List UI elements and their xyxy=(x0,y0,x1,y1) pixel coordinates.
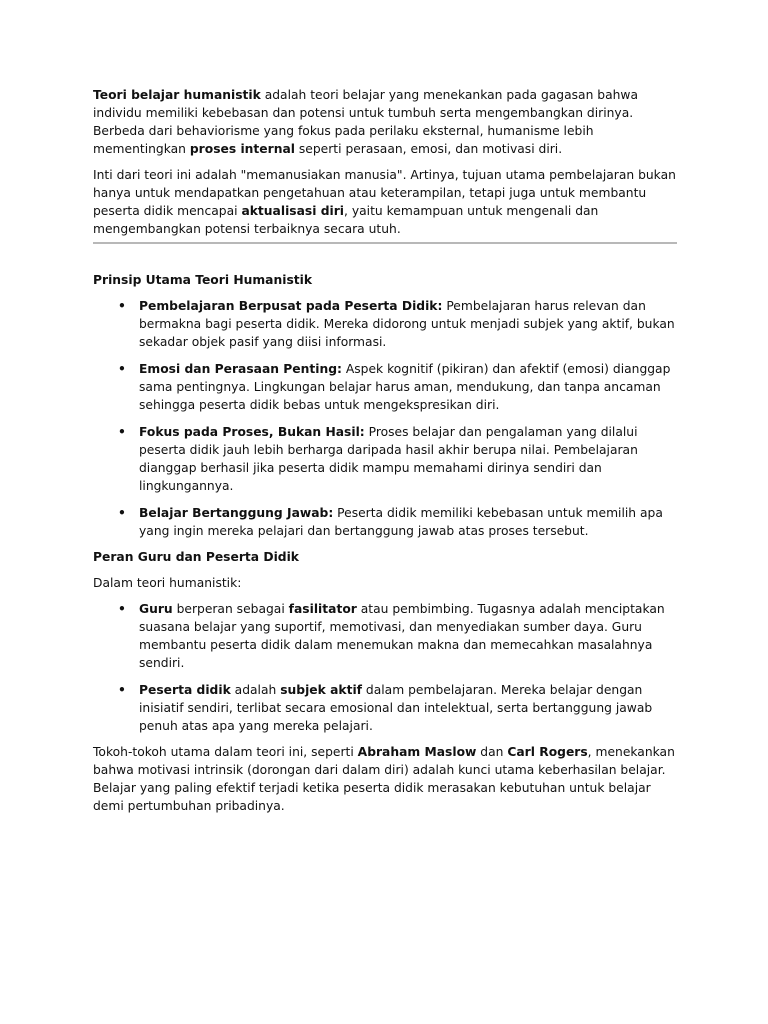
closing-paragraph xyxy=(93,743,677,815)
text-run: adalah teori belajar yang menekankan pada gagasan bahwa individu memiliki kebebasan dan potensi untuk tumbuh serta mengembangkan dirinya. Berbeda dari behaviorisme yang fokus pada perilaku eksternal, humanisme lebih mementingkan xyxy=(93,88,639,156)
bold-term: Guru xyxy=(139,602,173,616)
list-item xyxy=(118,423,677,495)
bold-term: fasilitator xyxy=(288,602,357,616)
bold-term: Peserta didik xyxy=(139,683,231,697)
bold-term: Teori belajar humanistik xyxy=(93,88,261,102)
list-item xyxy=(118,600,677,672)
text-run: seperti perasaan, emosi, dan motivasi diri. xyxy=(294,142,563,156)
text-run: Pembelajaran harus relevan dan bermakna bagi peserta didik. Mereka didorong untuk menjadi subjek yang aktif, bukan sekadar objek pasif yang diisi informasi. xyxy=(139,299,675,349)
text-run: dan xyxy=(476,745,508,759)
text-run: adalah xyxy=(230,683,281,697)
roles-heading: Peran Guru dan Peserta Didik xyxy=(93,550,299,564)
bullet-icon: • xyxy=(118,683,126,697)
text-run: Proses belajar dan pengalaman yang dilalui peserta didik jauh lebih berharga daripada hasil akhir berupa nilai. Pembelajaran dianggap berhasil jika peserta didik mampu memahami dirinya sendiri dan lingkungannya. xyxy=(139,425,638,493)
bold-term: aktualisasi diri xyxy=(241,204,345,218)
bold-term: Pembelajaran Berpusat pada Peserta Didik: xyxy=(139,299,443,313)
list-item xyxy=(118,297,677,351)
bold-term: Abraham Maslow xyxy=(357,745,477,759)
text-run: Aspek kognitif (pikiran) dan afektif (emosi) dianggap sama pentingnya. Lingkungan belajar harus aman, mendukung, dan tanpa ancaman sehingga peserta didik bebas untuk mengekspresikan diri. xyxy=(139,362,671,412)
bold-term: Emosi dan Perasaan Penting: xyxy=(139,362,342,376)
bold-term: Fokus pada Proses, Bukan Hasil: xyxy=(139,425,365,439)
text-run: dalam pembelajaran. Mereka belajar dengan inisiatif sendiri, terlibat secara emosional dan intelektual, serta bertanggung jawab penuh atas apa yang mereka pelajari. xyxy=(139,683,653,733)
list-item xyxy=(118,504,677,540)
intro-paragraph-1 xyxy=(93,86,677,158)
list-item xyxy=(118,360,677,414)
bullet-icon: • xyxy=(118,506,126,520)
bold-term: Belajar Bertanggung Jawab: xyxy=(139,506,334,520)
bullet-icon: • xyxy=(118,362,126,376)
text-run: , menekankan bahwa motivasi intrinsik (dorongan dari dalam diri) adalah kunci utama keberhasilan belajar. Belajar yang paling efektif terjadi ketika peserta didik merasakan kebutuhan untuk belajar demi pertumbuhan pribadinya. xyxy=(93,745,675,813)
roles-list xyxy=(93,600,677,735)
bullet-icon: • xyxy=(118,425,126,439)
bullet-icon: • xyxy=(118,299,126,313)
text-run: , yaitu kemampuan untuk mengenali dan mengembangkan potensi terbaiknya secara utuh. xyxy=(93,204,599,236)
bullet-icon: • xyxy=(118,602,126,616)
bold-term: subjek aktif xyxy=(280,683,363,697)
text-run: Peserta didik memiliki kebebasan untuk memilih apa yang ingin mereka pelajari dan bertanggung jawab atas proses tersebut. xyxy=(139,506,663,538)
text-run: Tokoh-tokoh utama dalam teori ini, seperti xyxy=(93,745,358,759)
document-page xyxy=(93,86,677,823)
text-run: berperan sebagai xyxy=(172,602,289,616)
bold-term: proses internal xyxy=(189,142,295,156)
intro-paragraph-2 xyxy=(93,166,677,238)
list-item xyxy=(118,681,677,735)
principles-list xyxy=(93,297,677,540)
bold-term: Carl Rogers xyxy=(507,745,588,759)
text-run: Inti dari teori ini adalah "memanusiakan manusia". Artinya, tujuan utama pembelajaran bukan hanya untuk mendapatkan pengetahuan atau keterampilan, tetapi juga untuk membantu peserta didik mencapai xyxy=(93,168,676,218)
roles-intro: Dalam teori humanistik: xyxy=(93,576,242,590)
principles-heading: Prinsip Utama Teori Humanistik xyxy=(93,273,313,287)
text-run: atau pembimbing. Tugasnya adalah menciptakan suasana belajar yang suportif, memotivasi, dan menyediakan sumber daya. Guru membantu peserta didik dalam menemukan makna dan memecahkan masalahnya sendiri. xyxy=(139,602,665,670)
